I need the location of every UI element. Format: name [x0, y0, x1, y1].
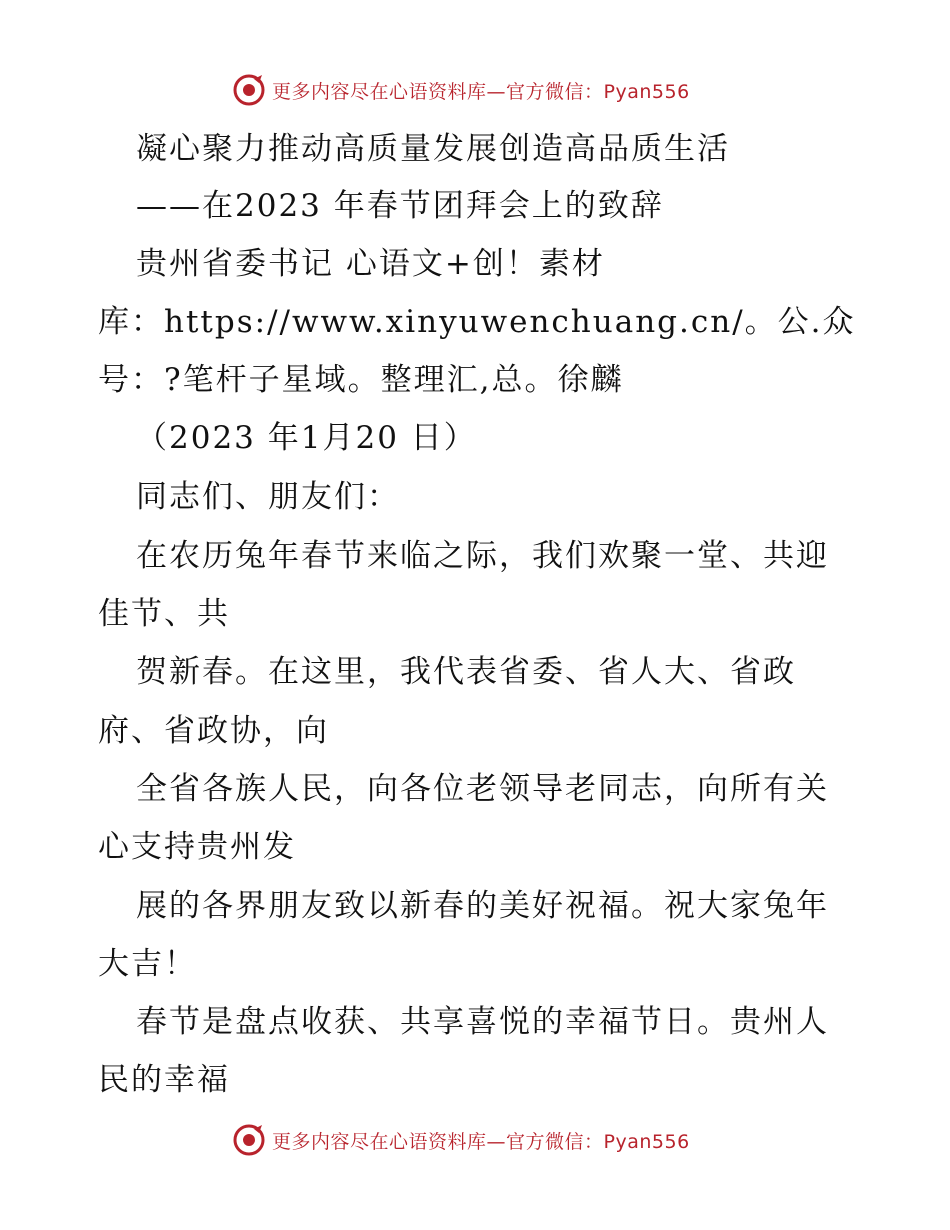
paragraph-line: 在农历兔年春节来临之际，我们欢聚一堂、共迎 — [136, 538, 829, 574]
paragraph-line: 民的幸福 — [98, 1062, 230, 1098]
author-line: 贵州省委书记 心语文+创！素材 — [136, 246, 605, 282]
paragraph-line: 贺新春。在这里，我代表省委、省人大、省政 — [136, 654, 796, 690]
paragraph-line: 春节是盘点收获、共享喜悦的幸福节日。贵州人 — [136, 1004, 829, 1040]
paragraph-line: 佳节、共 — [98, 596, 230, 632]
salutation: 同志们、朋友们： — [136, 479, 400, 515]
paragraph-line: 全省各族人民，向各位老领导老同志，向所有关 — [136, 771, 829, 807]
brand-logo-icon — [232, 73, 266, 107]
header-watermark — [232, 73, 690, 107]
watermark-text: 更多内容尽在心语资料库—官方微信：Pyan556 — [272, 1130, 690, 1153]
watermark-text: 更多内容尽在心语资料库—官方微信：Pyan556 — [272, 80, 690, 103]
brand-logo-icon — [232, 1123, 266, 1157]
paragraph-line: 府、省政协，向 — [98, 713, 329, 749]
paragraph-line: 展的各界朋友致以新春的美好祝福。祝大家兔年 — [136, 888, 829, 924]
paragraph-line: 大吉！ — [98, 946, 197, 982]
paragraph-line: 心支持贵州发 — [98, 829, 296, 865]
date-line: （2023 年1月20 日） — [136, 420, 477, 456]
footer-watermark — [232, 1123, 690, 1157]
document-subtitle: ——在2023 年春节团拜会上的致辞 — [136, 188, 664, 224]
text-line: 库：https://www.xinyuwenchuang.cn/。公.众 — [98, 304, 856, 340]
document-title: 凝心聚力推动高质量发展创造高品质生活 — [136, 131, 730, 167]
text-line: 号：?笔杆子星域。整理汇,总。徐麟 — [98, 362, 624, 398]
